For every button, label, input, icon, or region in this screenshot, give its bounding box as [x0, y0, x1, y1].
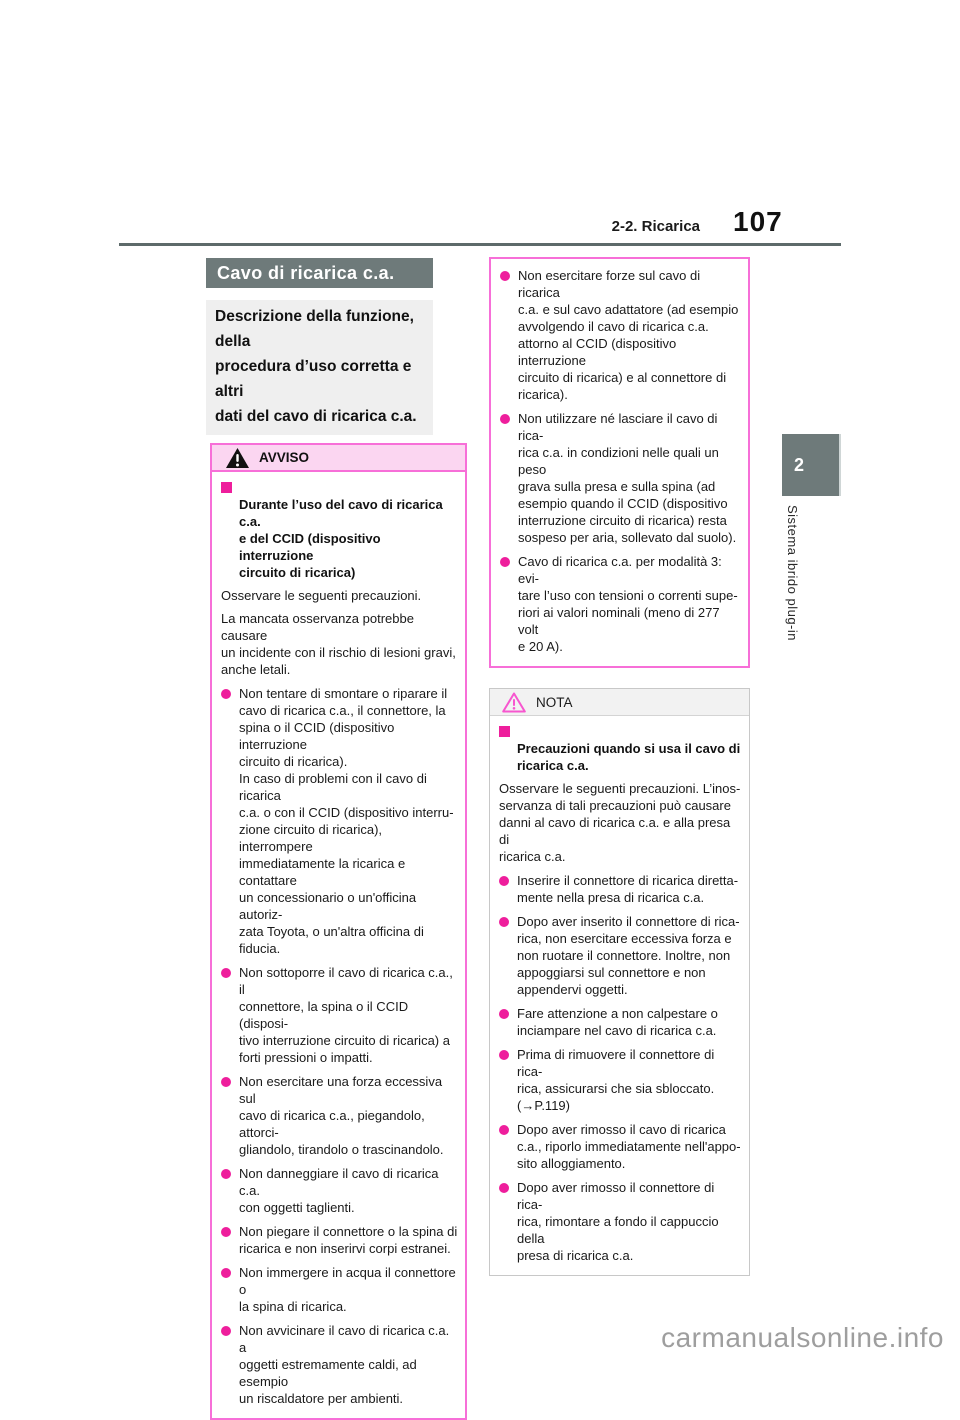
- list-item: [221, 1165, 458, 1216]
- warning-box-header: [212, 445, 465, 472]
- warning-box-continued: [489, 257, 750, 668]
- warning-box-content: [212, 472, 465, 1418]
- notice-box-header: [490, 689, 749, 716]
- notice-label: NOTA: [536, 694, 573, 710]
- warning-paragraph: Osservare le seguenti precauzioni.: [221, 588, 422, 603]
- circle-bullet-icon: [221, 689, 231, 699]
- list-item: [499, 1121, 742, 1172]
- list-item-text: Dopo aver inserito il connettore di rica- rica, non esercitare eccessiva forza e non ruotare il connettore. Inoltre, non appoggiarsi sul connettore e non appendervi oggetti.: [517, 914, 740, 997]
- list-item: [499, 913, 742, 998]
- right-column: [489, 257, 750, 1276]
- circle-bullet-icon: [500, 557, 510, 567]
- summary-box: Descrizione della funzione, della procedura d’uso corretta e altri dati del cavo di ricarica c.a.: [206, 300, 433, 435]
- warning-paragraph: La mancata osservanza potrebbe causare un incidente con il rischio di lesioni gravi, anche letali.: [221, 611, 456, 677]
- list-item-text: Dopo aver rimosso il cavo di ricarica c.a., riporlo immediatamente nell'appo- sito alloggiamento.: [517, 1122, 741, 1171]
- list-item: [221, 1073, 458, 1158]
- notice-heading-text: Precauzioni quando si usa il cavo di ricarica c.a.: [517, 741, 741, 773]
- list-item-text: Non utilizzare né lasciare il cavo di rica- rica c.a. in condizioni nelle quali un peso grava sulla presa e sulla spina (ad esempio quando il CCID (dispositivo interruzione circuito di ricarica) resta sospeso per aria, sollevato dal suolo).: [518, 411, 737, 545]
- list-item: [499, 872, 742, 906]
- circle-bullet-icon: [221, 1169, 231, 1179]
- circle-bullet-icon: [499, 1050, 509, 1060]
- list-item-text: Prima di rimuovere il connettore di rica- rica, assicurarsi che sia sbloccato. (→P.119): [517, 1047, 715, 1113]
- list-item: [500, 267, 741, 403]
- warning-box-avviso: [210, 443, 467, 1420]
- warning-heading-text: Durante l’uso del cavo di ricarica c.a. e del CCID (dispositivo interruzione circuito di ricarica): [239, 497, 443, 580]
- list-item-text: Fare attenzione a non calpestare o inciampare nel cavo di ricarica c.a.: [517, 1006, 718, 1038]
- list-item: [499, 1005, 742, 1039]
- breadcrumb-section-label: 2-2. Ricarica: [611, 218, 700, 235]
- list-item-text: Dopo aver rimosso il connettore di rica- rica, rimontare a fondo il cappuccio della presa di ricarica c.a.: [517, 1180, 719, 1263]
- square-bullet-icon: [221, 482, 232, 493]
- circle-bullet-icon: [221, 1326, 231, 1336]
- warning-triangle-icon: [226, 448, 249, 468]
- watermark: carmanualsonline.info: [661, 1322, 944, 1353]
- circle-bullet-icon: [221, 1077, 231, 1087]
- list-item-text: Non sottoporre il cavo di ricarica c.a., il connettore, la spina o il CCID (disposi- tivo interruzione circuito di ricarica) a forti pressioni o impatti.: [239, 965, 453, 1065]
- list-item-text: Non danneggiare il cavo di ricarica c.a. con oggetti taglienti.: [239, 1166, 439, 1215]
- list-item-text: Non immergere in acqua il connettore o la spina di ricarica.: [239, 1265, 456, 1314]
- list-item-text: Inserire il connettore di ricarica diretta- mente nella presa di ricarica c.a.: [517, 873, 739, 905]
- list-item: [500, 410, 741, 546]
- circle-bullet-icon: [499, 917, 509, 927]
- list-item: [499, 1179, 742, 1264]
- notice-box-content: [490, 716, 749, 1275]
- notice-heading: [499, 723, 742, 774]
- list-item-text: Non avvicinare il cavo di ricarica c.a. a oggetti estremamente caldi, ad esempio un riscaldatore per ambienti.: [239, 1323, 450, 1406]
- list-item: [499, 1046, 742, 1114]
- chapter-title-vertical: Sistema ibrido plug-in: [785, 505, 800, 642]
- list-item-text: Non esercitare una forza eccessiva sul cavo di ricarica c.a., piegandolo, attorci- gliandolo, tirandolo o trascinandolo.: [239, 1074, 444, 1157]
- warning-continued-content: [491, 259, 748, 666]
- circle-bullet-icon: [499, 1125, 509, 1135]
- circle-bullet-icon: [500, 414, 510, 424]
- section-title: Cavo di ricarica c.a.: [217, 262, 395, 283]
- list-item: [221, 1264, 458, 1315]
- warning-heading: [221, 479, 458, 581]
- notice-paragraph: Osservare le seguenti precauzioni. L’inos- servanza di tali precauzioni può causare danni al cavo di ricarica c.a. e alla presa di ricarica c.a.: [499, 781, 741, 864]
- notice-box-nota: [489, 688, 750, 1276]
- list-item-text: Non piegare il connettore o la spina di ricarica e non inserirvi corpi estranei.: [239, 1224, 458, 1256]
- circle-bullet-icon: [500, 271, 510, 281]
- list-item: [221, 685, 458, 957]
- nota-triangle-icon: [502, 692, 526, 713]
- header-rule: [119, 243, 841, 246]
- circle-bullet-icon: [499, 1009, 509, 1019]
- list-item-text: Cavo di ricarica c.a. per modalità 3: evi- tare l’uso con tensioni o correnti supe- riori ai valori nominali (meno di 277 volt e 20 A).: [518, 554, 738, 654]
- circle-bullet-icon: [499, 876, 509, 886]
- page-number: 107: [733, 206, 783, 237]
- list-item: [221, 1223, 458, 1257]
- circle-bullet-icon: [221, 968, 231, 978]
- section-title-bar: [206, 258, 433, 288]
- list-item-text: Non esercitare forze sul cavo di ricarica c.a. e sul cavo adattatore (ad esempio avvolgendo il cavo di ricarica c.a. attorno al CCID (dispositivo interruzione circuito di ricarica) e al connettore di ricarica).: [518, 268, 739, 402]
- warning-label: AVVISO: [259, 450, 310, 465]
- circle-bullet-icon: [221, 1227, 231, 1237]
- list-item: [500, 553, 741, 655]
- square-bullet-icon: [499, 726, 510, 737]
- circle-bullet-icon: [499, 1183, 509, 1193]
- left-column: [206, 258, 467, 1420]
- chapter-number: 2: [794, 454, 805, 475]
- list-item-text: Non tentare di smontare o riparare il cavo di ricarica c.a., il connettore, la spina o il CCID (dispositivo interruzione circuito di ricarica). In caso di problemi con il cavo di ricarica c.a. o con il CCID (dispositivo interru- zione circuito di ricarica), interrompere immediatamente la ricarica e contattare un concessionario o un'officina autoriz- zata Toyota, o un'altra officina di fiducia.: [239, 686, 454, 956]
- circle-bullet-icon: [221, 1268, 231, 1278]
- list-item: [221, 964, 458, 1066]
- list-item: [221, 1322, 458, 1407]
- chapter-tab: [782, 434, 841, 496]
